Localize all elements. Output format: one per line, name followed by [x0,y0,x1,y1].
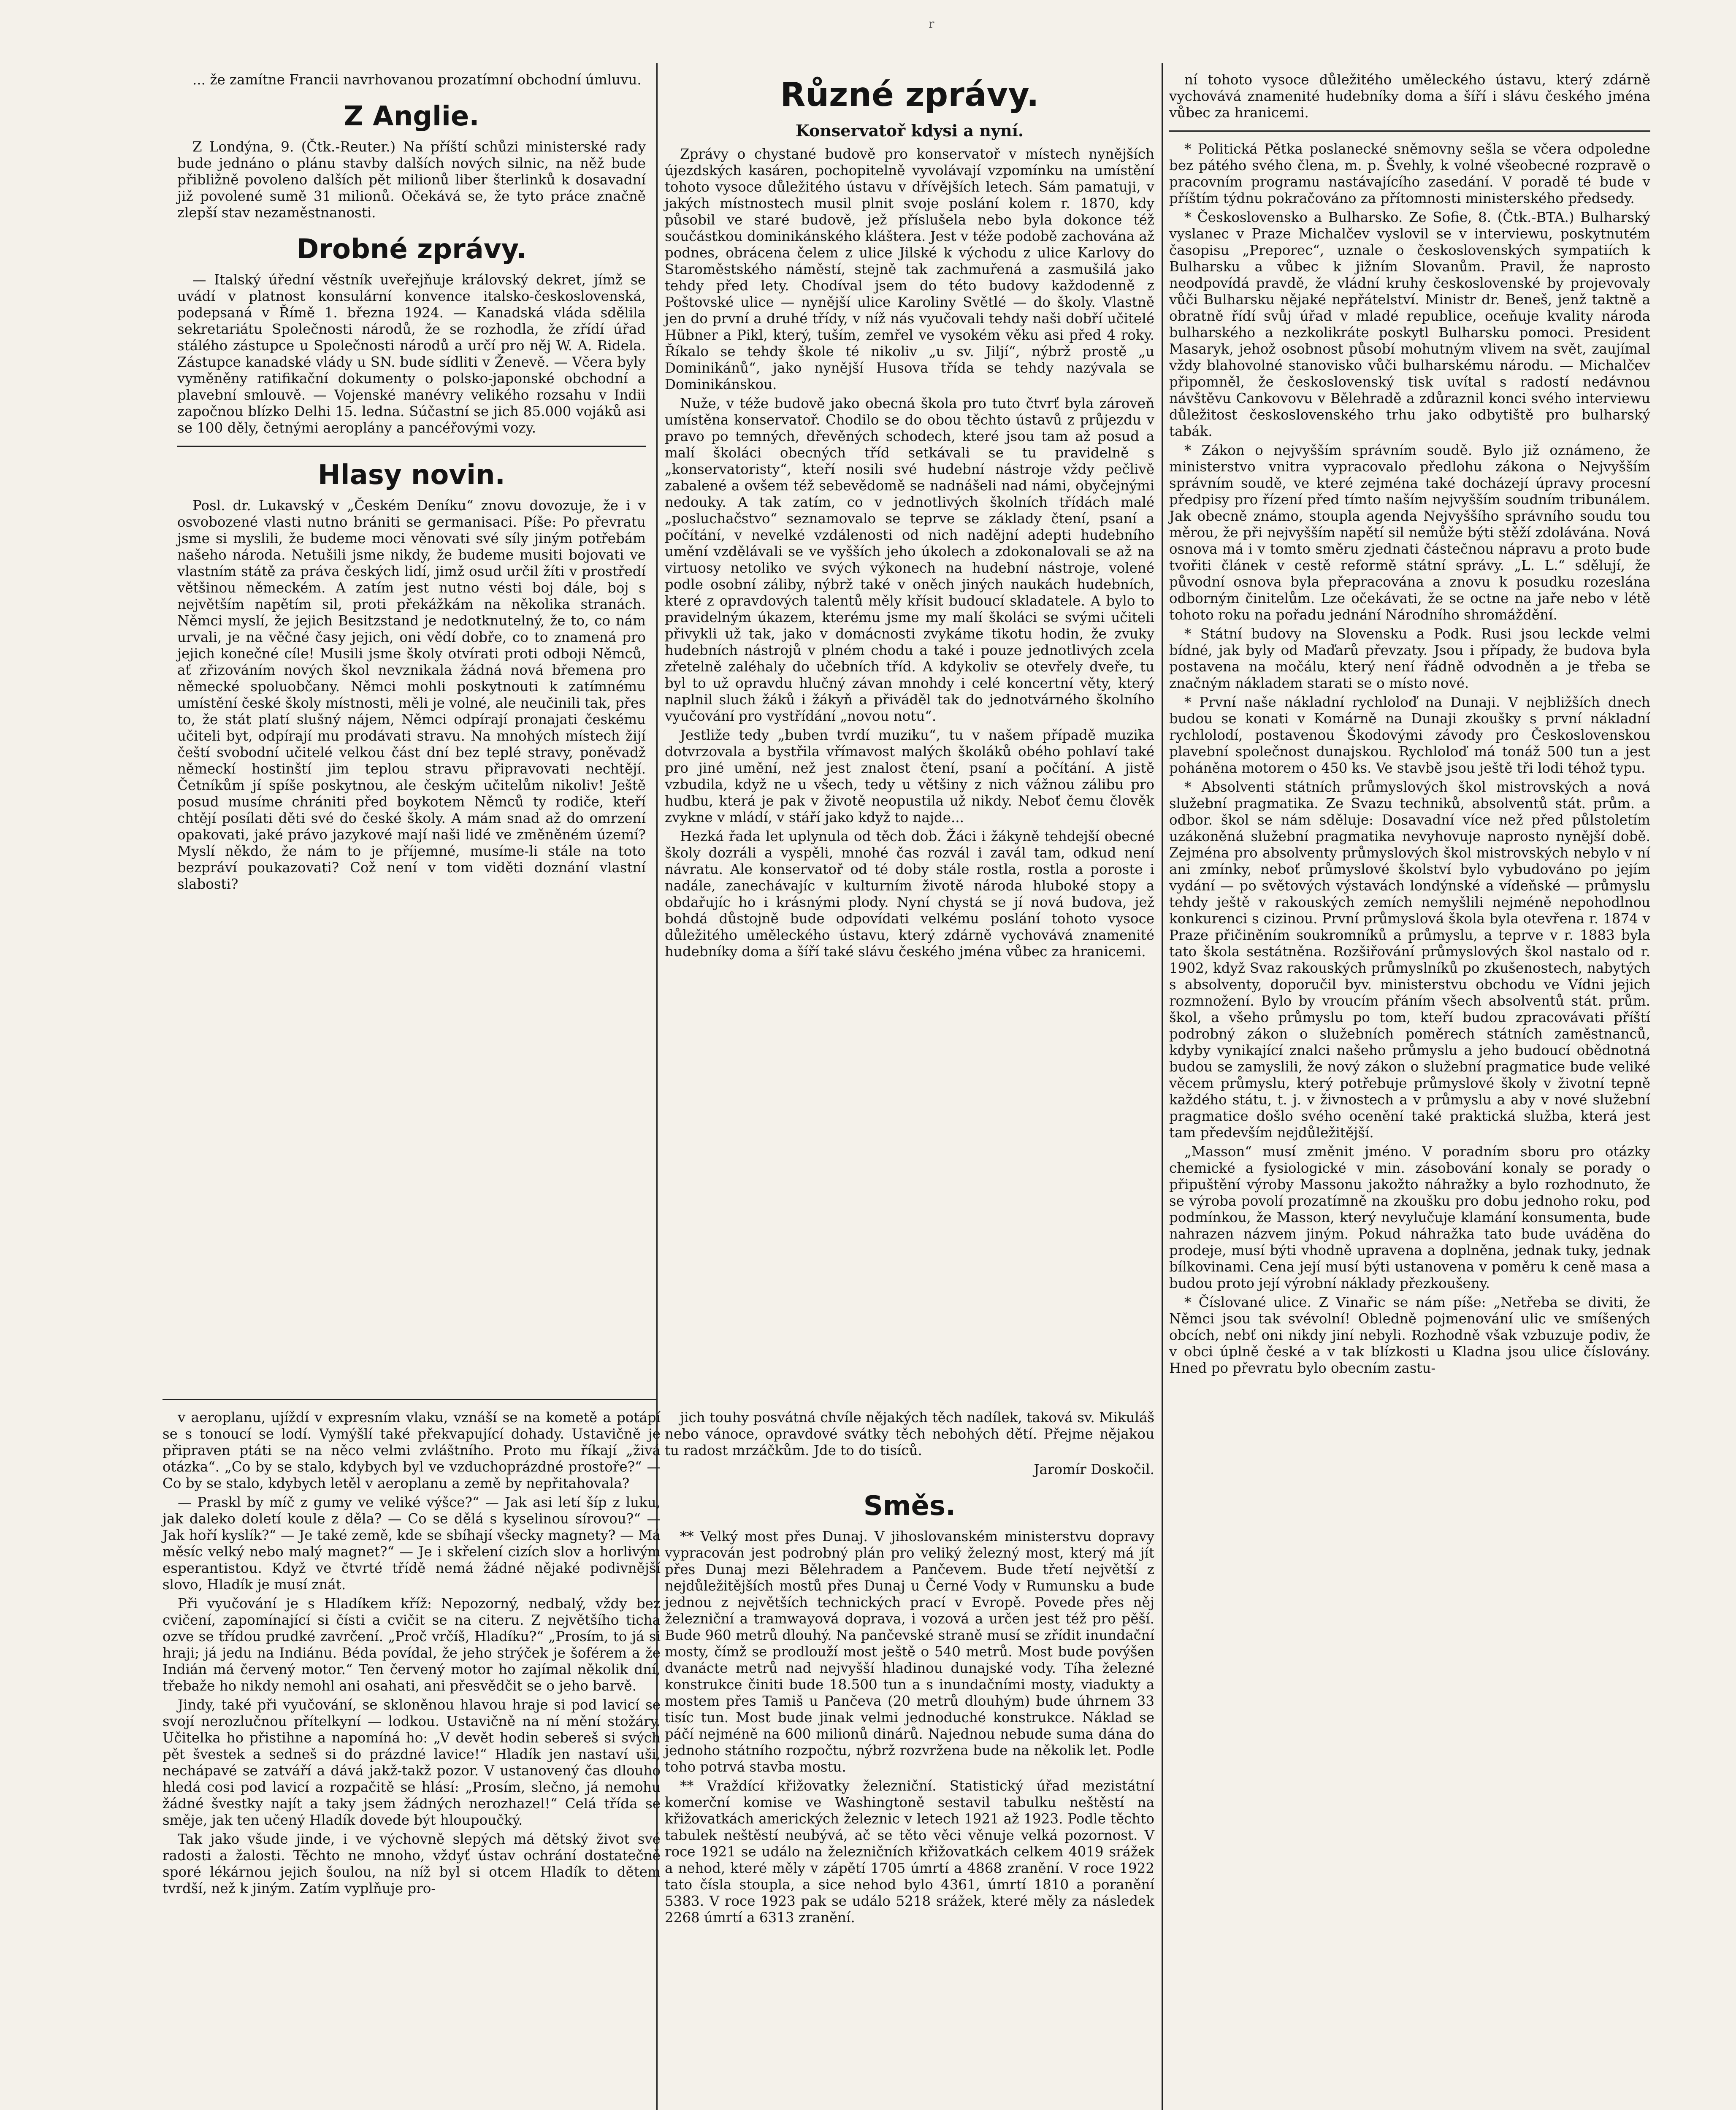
subheading-konservator: Konservatoř kdysi a nyní. [795,121,1024,140]
heading-hlasy-novin: Hlasy novin. [318,460,505,491]
divider [1169,130,1650,132]
feuilleton-p3: Při vyučování je s Hladíkem kříž: Nepozorný, nedbalý, vždy bez cvičení, zapomínající si čísti a cvičit se na citeru. Z největšího ticha ozve se třídou prudké zavrčení. „Proč vrčíš, Hladíku?“ „Prosím, to já si hraji; já jedu na Indiánu. Béda povídal, že jeho strýček je šoférem a že Indián má červený motor.“ Ten červený motor ho zajímal několik dní, třebaže ho nikdy nemohl ani osahati, ani přesvědčit se o jeho barvě. [162,1596,661,1694]
article-ulice: * Číslované ulice. Z Vinařic se nám píše: „Netřeba se diviti, že Němci jsou tak svévolní! Obledně pojmenování ulic ve smíšených obcích, nebť oni nikdy jiní nebyli. Rozhodně však vzbuzuje podiv, že v obci úplně české a v tak blízkosti u Kladna jsou ulice číslovány. Hned po převratu bylo obecním zastu- [1169,1294,1650,1376]
column-right [1169,72,1650,1379]
article-anglie: Z Londýna, 9. (Čtk.-Reuter.) Na příští schůzi ministerské rady bude jednáno o plánu stavby dalších nových silnic, na něž bude přibližně povoleno dalších pět milionů liber šterlinků k dosavadní již povolené sumě 31 milionů. Očekává se, že tyto práce značně zlepší stav nezaměstnanosti. [177,139,646,221]
column-rule-2 [1162,63,1163,2110]
heading-smes: Směs. [863,1491,956,1522]
continued-fragment: ní tohoto vysoce důležitého uměleckého ústavu, který zdárně vychovává znamenité hudebníky doma a šíří i slávu českého jména vůbec za hranicemi. [1169,72,1650,121]
article-konservator-p1: Zprávy o chystané budově pro konservatoř v místech nynějších újezdských kasáren, pochopitelně vyvolávají vzpomínku na umístění tohoto vysoce důležitého ústavu v dřívějších letech. Sám pamatuji, v jakých místnostech musil plnit svoje poslání kolem r. 1870, kdy působil ve staré budově, jež příslušela nebo byla dokonce též součástkou dominikánského kláštera. Jest v téže podobě zachována až podnes, obrácena čelem z ulice Jilské k východu z ulice Karlovy do Staroměstského náměstí, stejně tak zachmuřená a zasmušilá jako tehdy před lety. Chodíval jsem do této budovy každodenně z Poštovské ulice — nynější ulice Karoliny Světlé — do školy. Vlastně jen do první a druhé třídy, v níž nás vyučovali tehdy naši dobří učitelé Hübner a Pikl, který, tuším, zemřel ve vysokém věku asi před 4 roky. Říkalo se tehdy škole té nikoliv „u sv. Jiljí“, nýbrž prostě „u Dominikánů“, jako nynější Husova třída se tehdy nazývala se Dominikánskou. [665,146,1154,392]
divider [177,446,646,447]
page-mark: r [929,17,934,31]
article-hlasy-novin: Posl. dr. Lukavský v „Českém Deníku“ znovu dovozuje, že i v osvobozené vlasti nutno brániti se germanisaci. Píše: Po převratu jsme si myslili, že budeme moci věnovati své síly jiným potřebám našeho národa. Netušili jsme nikdy, že budeme musiti bojovati ve vlastním státě za práva českých lidí, jimž osud určil žíti v prostředí většinou německém. A zatím jest nutno vésti boj dále, boj s největším napětím sil, proti překážkám na několika stranách. Němci myslí, že jejich Besitzstand je nedotknutelný, že to, co nám urvali, je na věčné časy jejich, oni vědí dobře, co to znamená pro jejich konečné cíle! Musili jsme školy otvírati proti odboji Němců, ať zřizováním nových škol nevznikala žádná nová břemena pro německé spoluobčany. Němci mohli poskytnouti k zatímnému umístění české školy místnosti, měli je volné, ale neučinili tak, přes to, že stát platí slušný nájem, Němci odpírají pronajati českému učiteli byt, odpírají mu prodávati stravu. Na mnohých místech žijí čeští svobodní učitelé velkou část dní bez teplé stravy, poněvadž německí hostinští jim teplou stravu připravovati nechtějí. Četníkům jí spíše poskytnou, ale českým učitelům nikoliv! Ještě posud musíme chrániti před boykotem Němců ty rodiče, kteří chtějí posílati děti své do české školy. A mám snad až do omrzení opakovati, jaké právo jazykové mají naši lidé ve změněném území? Myslí někdo, že nám to je příjemné, musíme-li stále na toto bezpráví poukazovati? Což není v tom viděti doznání vlastní slabosti? [177,498,646,892]
article-konservator-p4: Hezká řada let uplynula od těch dob. Žáci i žákyně tehdejší obecné školy dozráli a vyspěli, mnohé čas rozvál i zavál tam, odkud není návratu. Ale konservatoř od té doby stále rostla, rostla a poroste i nadále, zanechávajíc v kulturním životě národa hluboké stopy a obdařujíc ho i krásnými plody. Nyní chystá se jí nová budova, jež bohdá důstojně bude odpovídati velkému poslání tohoto vysoce důležitého uměleckého ústavu, který zdárně vychovává znamenité hudebníky doma a šíří také slávu českého jména vůbec za hranicemi. [665,828,1154,960]
heading-anglie: Z Anglie. [344,101,479,132]
article-statni-budovy: * Státní budovy na Slovensku a Podk. Rusi jsou leckde velmi bídné, jak byly od Maďarů převzaty. Jsou i případy, že budova byla postavena na močálu, který není řádně odvodněn a je třeba se značným nákladem starati se o místo nové. [1169,626,1650,691]
article-most-dunaj: ** Velký most přes Dunaj. V jihoslovanském ministerstvu dopravy vypracován jest podrobný plán pro veliký železný most, který má jít přes Dunaj mezi Bělehradem a Pančevem. Bude třetí největší z nejdůležitějších mostů přes Dunaj u Černé Vody v Rumunsku a bude jednou z největších technických prací v Evropě. Povede přes něj železniční a tramwayová dopravа, i vozová a určen jest též pro pěší. Bude 960 metrů dlouhý. Na pančevské straně musí se zřídit inundační mosty, čímž se prodlouží most ještě o 540 metrů. Most bude povýšen dvanácte metrů nad nejvyšší hladinou dunajské vody. Tíha železné konstrukce činiti bude 18.500 tun a s inundačními mosty, viadukty a mostem přes Tamiš u Pančeva (20 metrů dlouhým) bude úhrnem 33 tisíc tun. Most bude jinak velmi jednoduché konstrukce. Náklad se páčí nejméně na 600 milionů dinárů. Najednou nebude suma dána do jednoho státního rozpočtu, nýbrž rozvržena bude na několik let. Podle toho potrvá stavba mostu. [665,1528,1154,1775]
feuilleton-end: jich touhy posvátná chvíle nějakých těch nadílek, taková sv. Mikuláš nebo vánoce, opravdové svátky těch nebohých dětí. Přejme nějakou tu radost mrzáčkům. Jde to do tisíců. [665,1409,1154,1458]
feuilleton [162,1409,661,1899]
article-bulharsko: * Československo a Bulharsko. Ze Sofie, 8. (Čtk.-BTA.) Bulharský vyslanec v Praze Michalčev vyslovil se v interviewu, poskytnutém časopisu „Preporec“, uznale o československých sympatiích k Bulharsku a vůbec k jižním Slovanům. Pravil, že naprosto neodpovídá pravdě, že vládní kruhy československé by projevovaly vůči Bulharsku nějaké nepřátelství. Ministr dr. Beneš, jenž taktně a obratně řídí svůj úřad v mladé republice, oceňuje kvality národa bulharského a nezkolikráte poskytl Bulharsku pomoci. President Masaryk, jehož osobnost působí mohutným vlivem na svět, zaujímal vždy blahovolné stanovisko vůči bulharskému národu. — Michalčev připomněl, že československý tisk uvítal s radostí nedávnou návštěvu Cankovovu v Bělehradě a zdůraznil konci svého interviewu důležitost československého trhu jako odbytiště pro bulharský tabák. [1169,209,1650,439]
article-konservator-p2: Nuže, v téže budově jako obecná škola pro tuto čtvrť byla zároveň umístěna konservatoř. Chodilo se do obou těchto ústavů z průjezdu v pravo po temných, dřevěných schodech, které jsou tam až posud a malí školáci obecných tříd setkávali se tu pravidelně s „konservatoristy“, kteří nosili své hudební nástroje vždy pečlivě zabalené a ovšem též sebevědomě se nadnášeli nad námi, obyčejnými nedouky. A tak zatím, co v jednotlivých školních třídách malé „posluchačstvo“ seznamovalo se teprve se základy čtení, psaní a počítání, v nevelké vzdálenosti od nich nadějní adepti hudebního umění vzdělávali se ve vyšších jeho úkolech a zdokonalovali se až na virtuosy netoliko ve svých výkonech na hudební nástroje, volené podle osobní záliby, nýbrž také v oněch jiných naukách hudebních, které z opravdových talentů měly křísit budoucí skladatele. A bylo to pravidelným úkazem, kterému jsme my malí školáci se svými učiteli přivykli už tak, jako v domácnosti zvykáme tikotu hodin, že zvuky hudebních nástrojů v plném chodu a také i pouze jednotlivých zcela zřetelně zaléhaly do učebních tříd. A kdykoliv se otevřely dveře, tu byl to už opravdu hlučný závan mnohdy i celé koncertní věty, který naplnil sluch žáků i žákyň a přiváděl tak do jednotvárného školního vyučování pro vystřídání „novou notu“. [665,395,1154,724]
column-left [177,72,646,895]
article-absolventi: * Absolventi státních průmyslových škol mistrovských a nová služební pragmatika. Ze Svazu techniků, absolventů stát. prům. a odbor. škol se nám sděluje: Dosavadní více než před půlstoletím uzákoněná služební pragmatika nevyhovuje naprosto nynější době. Zejména pro absolventy průmyslových škol mistrovských nebylo v ní ani zmínky, neboť průmyslové školství bylo vybudováno po jejím vydání — po světových výstavách londýnské a vídeňské — průmyslu tehdy ještě v rakouských zemích nemyšlili nejméně nepohodlnou konkurenci s cizinou. První průmyslová škola byla otevřena r. 1874 v Praze přičiněním soukromníků a průmyslu, a teprve v r. 1883 byla tato škola sestátněna. Rozšiřování průmyslových škol nastalo od r. 1902, když Svaz rakouských průmyslníků po zkušenostech, nabytých s absolventy, doporučil byv. ministerstvu obchodu ve Vídni jejich rozmnožení. Bylo by vroucím přáním všech absolventů stát. prům. škol, a všeho průmyslu po tom, kteří budou zpracovávati příští podrobný zákon o služebních poměrech státních zaměstnanců, kdyby vynikající znalci našeho průmyslu a jeho budoucí obědnotná budou se zamyslili, že nový zákon o služební pragmatice bude veliké věcem průmyslu, který potřebuje průmyslové školy v životní tepně každého státu, t. j. v živnostech a v průmyslu a aby v nové služební pragmatice došlo svého ocenění také praktická služba, která jest tam především nejdůležitější. [1169,779,1650,1141]
article-krizovatky: ** Vraždící křižovatky železniční. Statistický úřad mezistátní komerční komise ve Washingtoně sestavil tabulku neštěstí na křižovatkách amerických železnic v letech 1921 až 1923. Podle těchto tabulek neštěstí neubývá, ač se těto věci věnuje velká pozornost. V roce 1921 se událo na železničních křižovatkách celkem 4019 srážek a nehod, které měly v zápětí 1705 úmrtí a 4868 zranění. V roce 1922 tato čísla stoupla, a sice nehod bylo 4361, úmrtí 1810 a poranění 5383. V roce 1923 pak se událo 5218 srážek, které měly za následek 2268 úmrtí a 6313 zranění. [665,1778,1154,1926]
article-masson: „Masson“ musí změnit jméno. V poradním sboru pro otázky chemické a fysiologické v min. zásobování konaly se porady o připuštění výroby Massonu jakožto náhražky a bylo rozhodnuto, že se výroba povolí prozatímně na zkoušku pro dobu jednoho roku, pod podmínkou, že Masson, který nevylučuje klamání konsumenta, bude nahrazen názvem jiným. Pokud náhražka tato bude uváděna do prodeje, musí býti vhodně upravena a doplněna, jednak tuky, jednak bílkovinami. Cena její musí býti ustanovena v poměru k ceně masa a budou proto její výrobní náklady přezkoušeny. [1169,1144,1650,1291]
feuilleton-p2: — Praskl by míč z gumy ve veliké výšce?“ — Jak asi letí šíp z luku, jak daleko doletí koule z děla? — Co se dělá s kyselinou sírovou?“ — Jak hoří kyslík?“ — Je také země, kde se sbíhají všecky magnety? — Má měsíc velký nebo malý magnet?“ — Je i skřelení cizích slov a horlivým esperantistou. Když ve čtvrté třídě nemá žádné nějaké podivnější slovo, Hladík je musí znát. [162,1494,661,1593]
intro-fragment: ... že zamítne Francii navrhovanou prozatímní obchodní úmluvu. [192,72,642,88]
feuilleton-p4: Jindy, také při vyučování, se skloněnou hlavou hraje si pod lavicí se svojí nerozlučnou přítelkyní — lodkou. Ustavičně na ní mění stožáry. Učitelka ho přistihne a napomíná ho: „V devět hodin sebereš si svých pět švestek a sedneš si do prázdné lavice!“ Hladík jen nastaví uši, nechápavé se zatváří a dává jakž-takž pozor. V ustanovený čas dlouho hledá cosi pod lavicí a rozpačitě se hlásí: „Prosím, slečno, já nemohu žádné švestky najít a taky jsem žádných nerozhazel!“ Celá třída se směje, jak ten učený Hladík dovede být hloupoučký. [162,1697,661,1828]
feuilleton-p1: v aeroplanu, ujíždí v expresním vlaku, vznáší se na kometě a potápí se s tonoucí se lodí. Vymýšlí také překvapující dohady. Ustavičně je připraven ptáti se na něco velmi zvláštního. Proto mu říkají „živá otázka“. „Co by se stalo, kdybych byl ve vzduchoprázdné prostoře?“ — Co by se stalo, kdybych letěl v aeroplanu a země by nepřitahovala? [162,1409,661,1491]
column-middle [665,72,1154,963]
article-konservator-p3: Jestliže tedy „buben tvrdí muziku“, tu v našem případě muzika dotvrzovala a bystřila vřímavost malých školáků obého pohlaví také pro jiné umění, než jest znalost čtení, psaní a počítání. A jistě vzbudila, když ne u všech, tedy u většiny z nich vážnou zálibu pro hudbu, která je pak v životě neopustila už nikdy. Neboť čemu člověk zvykne v mládí, v stáří jako když to najde... [665,727,1154,825]
article-zakon: * Zákon o nejvyšším správním soudě. Bylo již oznámeno, že ministerstvo vnitra vypracovalo předlohu zákona o Nejvyšším správním soudě, ve které zejména také docházejí úpravy procesní předpisy pro řízení před tímto naším nejvyšším soudním tribunálem. Jak obecně známo, stoupla agenda Nejvyššího správního soudu tou měrou, že při nejvyšším napětí sil nemůže býti stěží zdolávána. Nová osnova má i v tomto směru zjednati částečnou nápravu a proto bude tvořiti článek v cestě reformě státní správy. „L. L.“ sdělují, že původní osnova byla přepracována a znovu k posudku rozeslána odborným činitelům. Lze očekávati, že se octne na jaře nebo v létě tohoto roku na pořadu jednání Národního shromáždění. [1169,442,1650,623]
article-drobne-zpravy: — Italský úřední věstník uveřejňuje královský dekret, jímž se uvádí v platnost konsulární konvence italsko-československá, podepsaná v Římě 1. března 1924. — Kanadská vláda sdělila sekretariátu Společnosti národů, že se rozhodla, že zřídí úřad stálého zástupce u Společnosti národů a určí pro něj W. A. Ridela. Zástupce kanadské vlády u SN. bude sídliti v Ženevě. — Včera byly vyměněny ratifikační dokumenty o polsko-japonské obchodní a plavební smlouvě. — Vojenské manévry velikého rozsahu v Indii započnou blízko Delhi 15. ledna. Súčastní se jich 85.000 vojáků asi se 100 děly, četnými aeroplány a pancéřovými vozy. [177,272,646,436]
heading-drobne-zpravy: Drobné zprávy. [296,234,527,265]
byline: Jaromír Doskočil. [1034,1461,1154,1477]
column-middle-lower [665,1409,1154,1929]
article-petka: * Politická Pětka poslanecké sněmovny sešla se včera odpoledne bez pátého svého člena, m. p. Švehly, k volné všeobecné rozpravě o pracovním programu nastávajícího zasedání. V poradě té bude v příštím týdnu pokračováno za přítomnosti ministerského předsedy. [1169,141,1650,206]
feuilleton-p5: Tak jako všude jinde, i ve výchovně slepých má dětský život své radosti a žalosti. Těchto ne mnoho, vždyť ústav ochrání dostatečně sporé lékárnou jejich šoulou, na níž byl si otcem Hladík to dětem tvrdší, než k jiným. Zatím vyplňuje pro- [162,1831,661,1896]
mid-divider [162,1399,656,1400]
heading-ruzne-zpravy: Různé zprávy. [780,76,1039,114]
article-rychlolod: * První naše nákladní rychloloď na Dunaji. V nejbližších dnech budou se konati v Komárně na Dunaji zkoušky s první nákladní rychlolodí, postavenou Škodovými závody pro Československou plavební společnost dunajskou. Rychloloď má tonáž 500 tun a jest poháněna motorem o 450 ks. Ve stavbě jsou ještě tři lodi téhož typu. [1169,694,1650,776]
